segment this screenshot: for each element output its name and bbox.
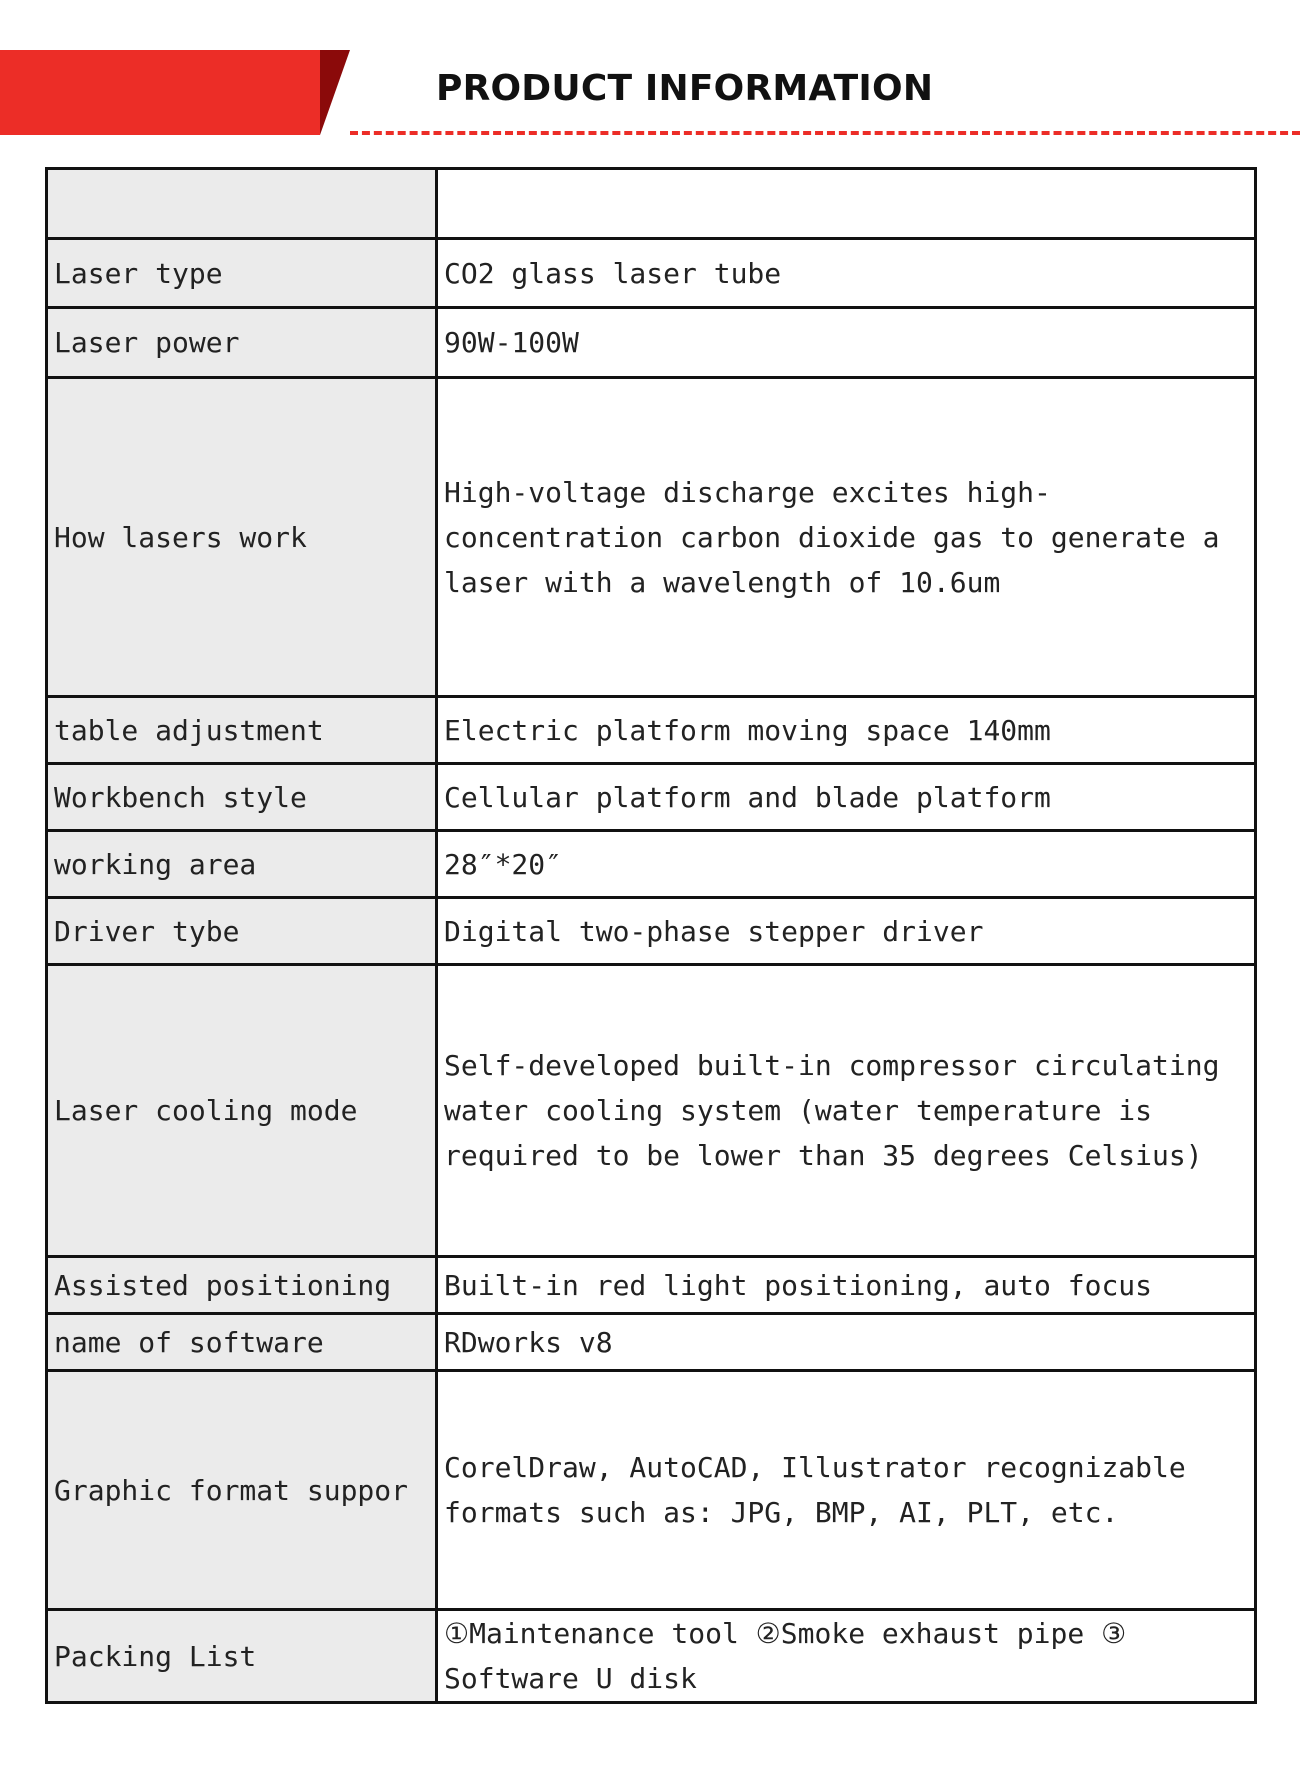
table-row [47, 1314, 1256, 1371]
table-row [47, 308, 1256, 378]
spec-label: Assisted positioning [47, 1257, 437, 1314]
spec-label: Laser cooling mode [47, 965, 437, 1257]
table-row [47, 697, 1256, 764]
spec-value: 28″*20″ [437, 831, 1256, 898]
spec-value: Digital two-phase stepper driver [437, 898, 1256, 965]
dashed-divider [350, 131, 1300, 135]
page-title: PRODUCT INFORMATION [436, 68, 934, 109]
spec-value: CorelDraw, AutoCAD, Illustrator recognizable formats such as: JPG, BMP, AI, PLT, etc. [437, 1371, 1256, 1610]
table-row [47, 1371, 1256, 1610]
spec-label: Workbench style [47, 764, 437, 831]
spec-value: Cellular platform and blade platform [437, 764, 1256, 831]
spec-value: CO2 glass laser tube [437, 239, 1256, 308]
table-row [47, 169, 1256, 239]
spec-label [47, 169, 437, 239]
table-row [47, 764, 1256, 831]
table-row [47, 378, 1256, 697]
spec-label: Packing List [47, 1610, 437, 1703]
spec-label: name of software [47, 1314, 437, 1371]
spec-value: Built-in red light positioning, auto focus [437, 1257, 1256, 1314]
table-row [47, 831, 1256, 898]
spec-value: Self-developed built-in compressor circulating water cooling system (water temperature is required to be lower than 35 degrees Celsius) [437, 965, 1256, 1257]
product-spec-table [45, 167, 1257, 1704]
spec-label: Laser type [47, 239, 437, 308]
spec-value: 90W-100W [437, 308, 1256, 378]
section-header [0, 0, 1300, 160]
spec-value: RDworks v8 [437, 1314, 1256, 1371]
spec-label: Driver tybe [47, 898, 437, 965]
table-row [47, 239, 1256, 308]
table-row [47, 1610, 1256, 1703]
spec-value [437, 169, 1256, 239]
spec-label: table adjustment [47, 697, 437, 764]
spec-label: working area [47, 831, 437, 898]
spec-label: Laser power [47, 308, 437, 378]
table-row [47, 898, 1256, 965]
spec-value: Electric platform moving space 140mm [437, 697, 1256, 764]
dark-red-tab [320, 50, 350, 135]
spec-label: How lasers work [47, 378, 437, 697]
spec-value: High-voltage discharge excites high-concentration carbon dioxide gas to generate a laser with a wavelength of 10.6um [437, 378, 1256, 697]
table-row [47, 965, 1256, 1257]
spec-label: Graphic format suppor [47, 1371, 437, 1610]
table-row [47, 1257, 1256, 1314]
red-accent-bar [0, 50, 320, 135]
spec-value: ①Maintenance tool ②Smoke exhaust pipe ③ Software U disk [437, 1610, 1256, 1703]
